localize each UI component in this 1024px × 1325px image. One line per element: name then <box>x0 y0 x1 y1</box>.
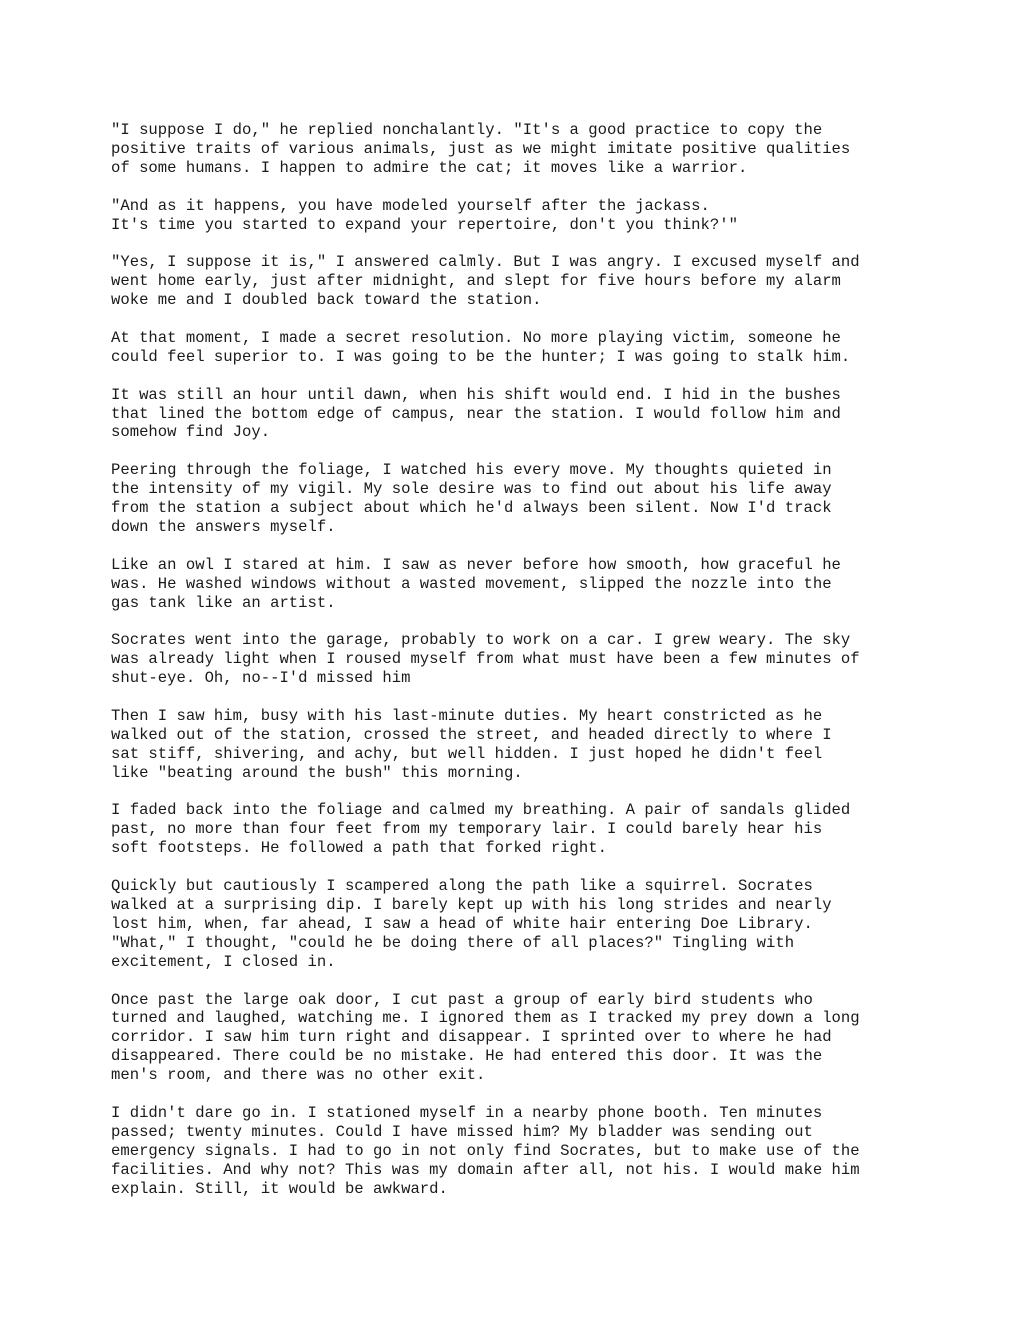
paragraph: Quickly but cautiously I scampered along the path like a squirrel. Socrates walked at a surprising dip. I barely kept up with his long strides and nearly lost him, when, far ahead, I saw a head of white hair entering Doe Library. "What," I thought, "could he be doing there of all places?" Tingling with excitement, I closed in. <box>111 877 832 971</box>
paragraph: Then I saw him, busy with his last-minute duties. My heart constricted as he walked out of the station, crossed the street, and headed directly to where I sat stiff, shivering, and achy, but well hidden. I just hoped he didn't feel like "beating around the bush" this morning. <box>111 706 832 782</box>
paragraph: "And as it happens, you have modeled yourself after the jackass. It's time you started to expand your repertoire, don't you think?'" <box>111 196 738 234</box>
paragraph: "I suppose I do," he replied nonchalantly. "It's a good practice to copy the positive traits of various animals, just as we might imitate positive qualities of some humans. I happen to admire the cat; it moves like a warrior. <box>111 121 851 177</box>
document-page <box>111 121 931 1217</box>
paragraph: At that moment, I made a secret resolution. No more playing victim, someone he could feel superior to. I was going to be the hunter; I was going to stalk him. <box>111 328 851 366</box>
paragraph: Peering through the foliage, I watched his every move. My thoughts quieted in the intensity of my vigil. My sole desire was to find out about his life away from the station a subject about which he'd always been silent. Now I'd track down the answers myself. <box>111 461 832 536</box>
paragraph: I faded back into the foliage and calmed my breathing. A pair of sandals glided past, no more than four feet from my temporary lair. I could barely hear his soft footsteps. He followed a path that forked right. <box>111 801 851 858</box>
paragraph: I didn't dare go in. I stationed myself in a nearby phone booth. Ten minutes passed; twenty minutes. Could I have missed him? My bladder was sending out emergency signals. I had to go in not only find Socrates, but to make use of the facilities. And why not? This was my domain after all, not his. I would make him explain. Still, it would be awkward. <box>111 1103 860 1198</box>
paragraph: Socrates went into the garage, probably to work on a car. I grew weary. The sky was already light when I roused myself from what must have been a few minutes of shut-eye. Oh, no--I'd missed him <box>111 631 860 688</box>
paragraph: It was still an hour until dawn, when his shift would end. I hid in the bushes that lined the bottom edge of campus, near the station. I would follow him and somehow find Joy. <box>111 385 841 442</box>
paragraph: Like an owl I stared at him. I saw as never before how smooth, how graceful he was. He washed windows without a wasted movement, slipped the nozzle into the gas tank like an artist. <box>111 555 841 612</box>
paragraph: Once past the large oak door, I cut past a group of early bird students who turned and laughed, watching me. I ignored them as I tracked my prey down a long corridor. I saw him turn right and disappear. I sprinted over to where he had disappeared. There could be no mistake. He had entered this door. It was the men's room, and there was no other exit. <box>111 990 860 1085</box>
paragraph: "Yes, I suppose it is," I answered calmly. But I was angry. I excused myself and went home early, just after midnight, and slept for five hours before my alarm woke me and I doubled back toward the station. <box>111 253 860 310</box>
